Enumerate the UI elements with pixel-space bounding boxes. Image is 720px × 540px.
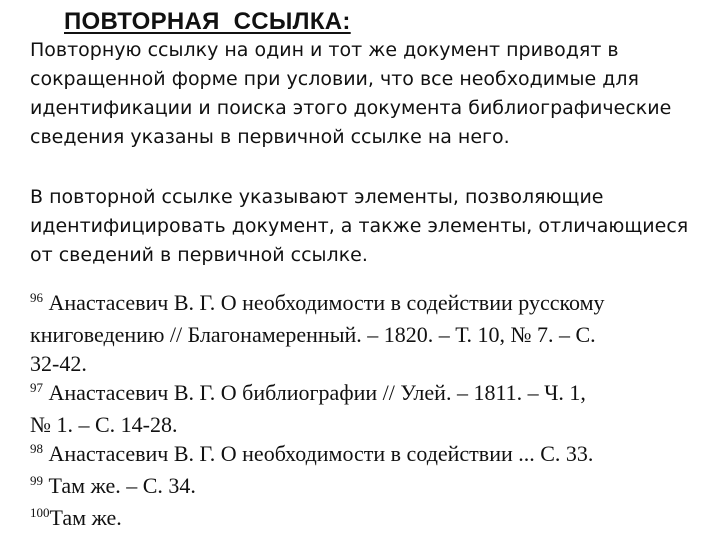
paragraph-line: от сведений в первичной ссылке. <box>30 244 368 266</box>
paragraph-line: идентифицировать документ, а также элементы, отличающиеся <box>30 215 689 237</box>
reference-line: книговедению // Благонамеренный. – 1820. – Т. 10, № 7. – С. <box>30 322 596 347</box>
paragraph-line: сведения указаны в первичной ссылке на него. <box>30 126 510 148</box>
reference-item <box>30 288 710 378</box>
reference-item <box>30 471 710 503</box>
footnote-number: 98 <box>30 441 43 456</box>
reference-line <box>30 503 710 535</box>
paragraph-line: сокращенной форме при условии, что все необходимые для <box>30 68 639 90</box>
reference-text: Анастасевич В. Г. О необходимости в содействии ... С. 33. <box>43 441 594 466</box>
reference-text: Анастасевич В. Г. О необходимости в содействии русскому <box>43 290 605 315</box>
paragraph-line: В повторной ссылке указывают элементы, позволяющие <box>30 186 604 208</box>
reference-text: Там же. – С. 34. <box>43 473 196 498</box>
reference-text: Анастасевич В. Г. О библиографии // Улей. – 1811. – Ч. 1, <box>43 380 586 405</box>
reference-item <box>30 503 710 535</box>
footnote-number: 97 <box>30 380 43 395</box>
reference-text: Там же. <box>49 505 122 530</box>
reference-list <box>30 288 710 535</box>
footnote-number: 100 <box>30 505 50 520</box>
paragraph-elements <box>30 183 710 270</box>
reference-line: 32-42. <box>30 351 87 376</box>
slide-title: ПОВТОРНАЯ ССЫЛКА: <box>64 8 351 35</box>
reference-line <box>30 471 710 503</box>
footnote-number: 96 <box>30 290 43 305</box>
reference-line <box>30 378 710 410</box>
reference-item <box>30 439 710 471</box>
reference-line: № 1. – С. 14-28. <box>30 412 178 437</box>
paragraph-line: идентификации и поиска этого документа библиографические <box>30 97 672 119</box>
paragraph-line: Повторную ссылку на один и тот же документ приводят в <box>30 39 619 61</box>
reference-line <box>30 288 710 320</box>
reference-item <box>30 378 710 439</box>
reference-line <box>30 439 710 471</box>
footnote-number: 99 <box>30 473 43 488</box>
paragraph-primary-rule <box>30 36 710 152</box>
